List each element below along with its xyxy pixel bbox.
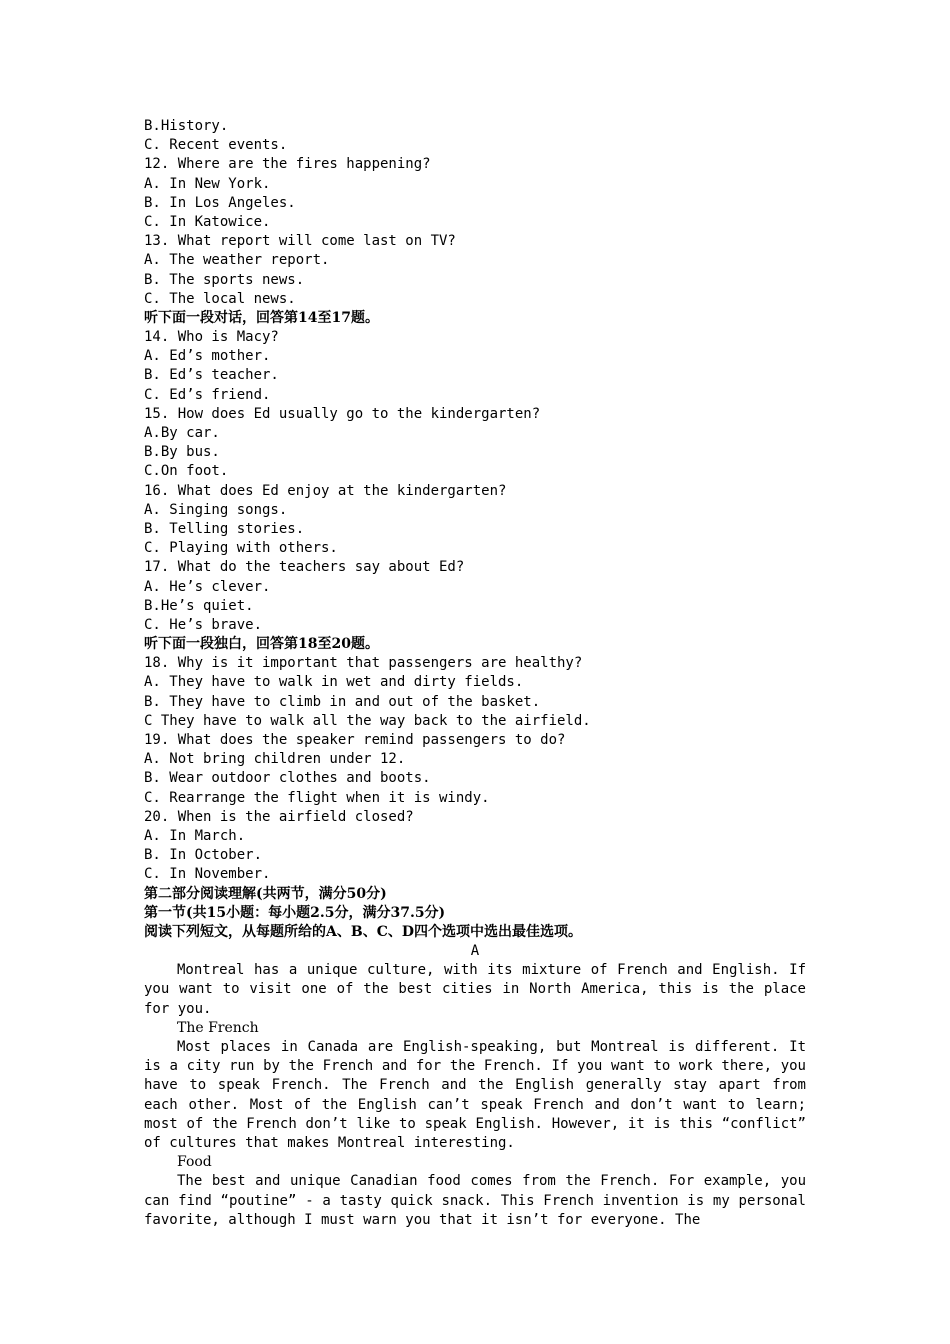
text-line: B. Wear outdoor clothes and boots.: [144, 770, 431, 787]
listening-questions-14-17: [144, 328, 806, 635]
listening-questions-18-20: [144, 654, 806, 884]
text-line: B. In Los Angeles.: [144, 194, 296, 211]
section-heading-14-17: 听下面一段对话，回答第14至17题。: [144, 309, 379, 326]
section-one-title: 第一节(共15小题：每小题2.5分，满分37.5分): [144, 904, 446, 921]
text-line: B. The sports news.: [144, 271, 305, 288]
subheading-the-french: The French: [177, 1019, 259, 1036]
text-line: A. Not bring children under 12.: [144, 751, 406, 768]
text-line: A. Singing songs.: [144, 501, 288, 518]
text-line: A. In New York.: [144, 175, 271, 192]
text-line: A. In March.: [144, 827, 246, 844]
reading-instruction: 阅读下列短文，从每题所给的A、B、C、D四个选项中选出最佳选项。: [144, 923, 582, 940]
text-line: 18. Why is it important that passengers are healthy?: [144, 655, 583, 672]
text-line: A. He’s clever.: [144, 578, 271, 595]
text-line: C. He’s brave.: [144, 616, 263, 633]
text-line: B. In October.: [144, 847, 263, 864]
part-two-title: 第二部分阅读理解(共两节，满分50分): [144, 885, 387, 902]
text-line: C. Ed’s friend.: [144, 386, 271, 403]
subheading-food: Food: [177, 1154, 212, 1171]
passage-intro: Montreal has a unique culture, with its mixture of French and English. If you want to visit one of the best cities in North America, this is the place for you.: [144, 962, 806, 1017]
paragraph-the-french: Most places in Canada are English-speaking, but Montreal is different. It is a city run by the French and for the French. If you want to work there, you have to speak French. The French and the English generally stay apart from each other. Most of the English can’t speak French and don’t want to learn; most of the French don’t like to speak English. However, it is this “conflict” of cultures that makes Montreal interesting.: [144, 1039, 806, 1152]
text-line: C. The local news.: [144, 290, 296, 307]
text-line: B.He’s quiet.: [144, 597, 254, 614]
text-line: B.By bus.: [144, 444, 220, 461]
text-line: C.On foot.: [144, 463, 229, 480]
text-line: 13. What report will come last on TV?: [144, 233, 456, 250]
text-line: 12. Where are the fires happening?: [144, 156, 431, 173]
text-line: C. In November.: [144, 866, 271, 883]
text-line: 20. When is the airfield closed?: [144, 808, 414, 825]
text-line: A. They have to walk in wet and dirty fields.: [144, 674, 524, 691]
text-line: B.History.: [144, 118, 229, 134]
paragraph-food: The best and unique Canadian food comes from the French. For example, you can find “poutine” - a tasty quick snack. This French invention is my personal favorite, although I must warn you that it isn’t for everyone. The: [144, 1173, 806, 1228]
passage-label: A: [470, 943, 480, 960]
section-heading-18-20: 听下面一段独白，回答第18至20题。: [144, 636, 379, 653]
text-line: C. In Katowice.: [144, 213, 271, 230]
document-content: [144, 117, 806, 1230]
text-line: 17. What do the teachers say about Ed?: [144, 559, 465, 576]
text-line: B. Telling stories.: [144, 520, 305, 537]
text-line: A. Ed’s mother.: [144, 348, 271, 365]
text-line: C They have to walk all the way back to the airfield.: [144, 712, 591, 729]
listening-questions-11-13: [144, 117, 806, 309]
text-line: A. The weather report.: [144, 252, 330, 269]
text-line: 16. What does Ed enjoy at the kindergarten?: [144, 482, 507, 499]
text-line: C. Recent events.: [144, 137, 288, 154]
text-line: C. Playing with others.: [144, 540, 338, 557]
text-line: 14. Who is Macy?: [144, 329, 279, 346]
text-line: A.By car.: [144, 425, 220, 441]
text-line: B. Ed’s teacher.: [144, 367, 279, 384]
text-line: 15. How does Ed usually go to the kindergarten?: [144, 405, 541, 422]
text-line: 19. What does the speaker remind passengers to do?: [144, 732, 566, 748]
text-line: C. Rearrange the flight when it is windy.: [144, 789, 490, 806]
text-line: B. They have to climb in and out of the basket.: [144, 693, 541, 710]
